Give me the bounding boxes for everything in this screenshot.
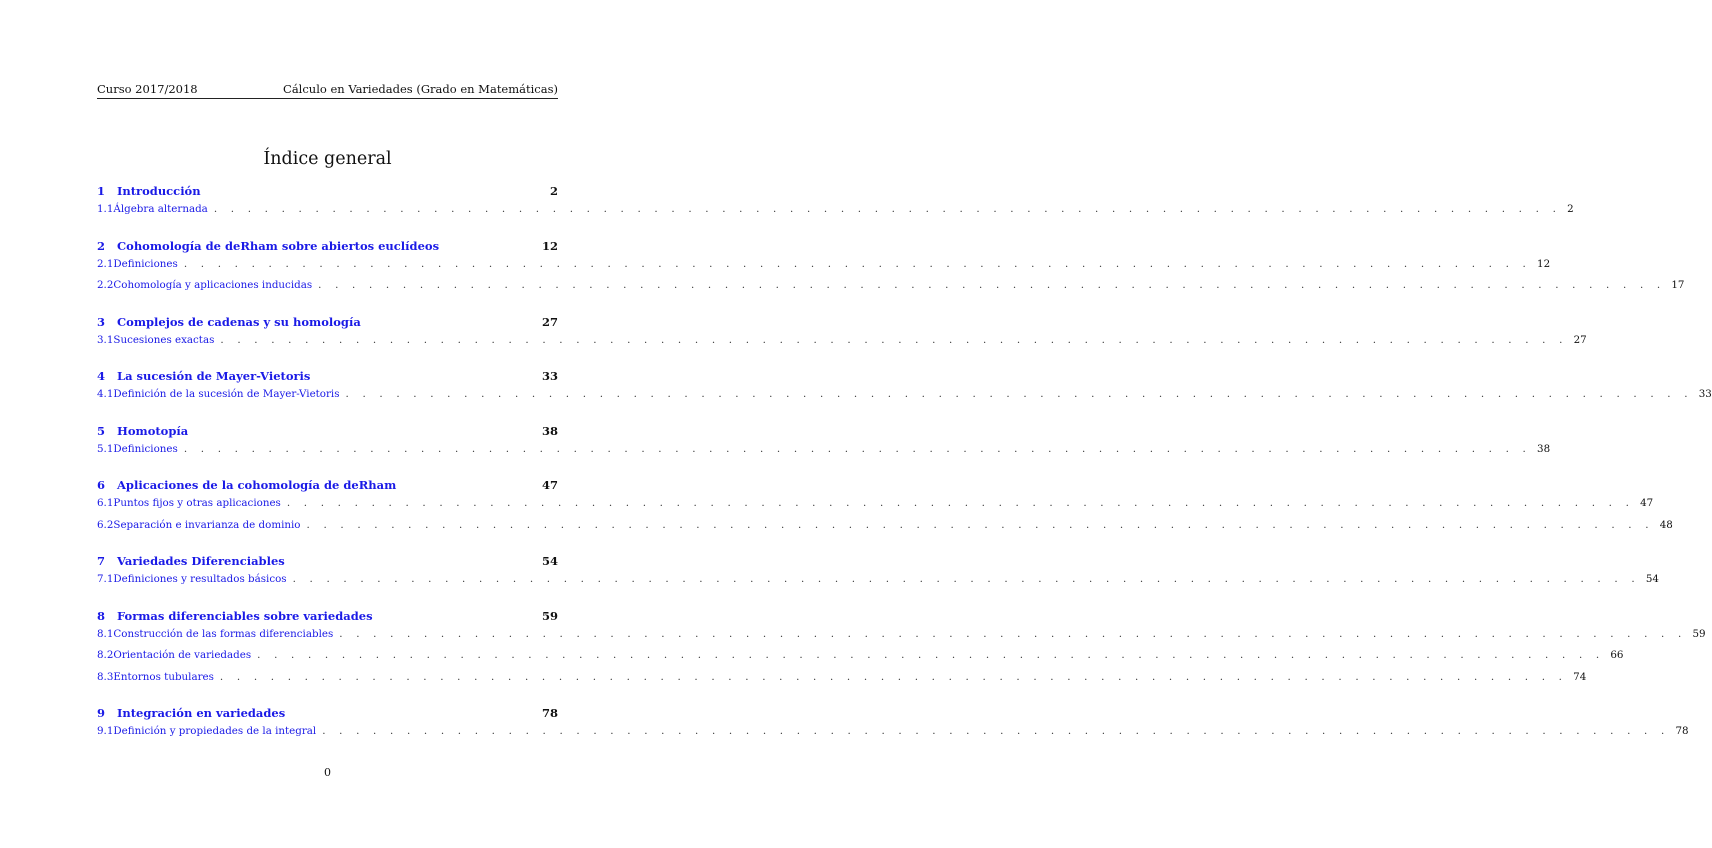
section-number[interactable]: 3.1 [97, 333, 114, 346]
dot-leader: . . . . . . . . . . . . . . . . . . . . . . . . . . . . . . . . . . . . . . . . . . . . . . . . . . . . . . . . . . . . . . . . . . . . . . . . . . . . . . . . [306, 518, 1654, 531]
section-number[interactable]: 8.3 [97, 670, 114, 683]
section-title-link[interactable]: Definiciones y resultados básicos [113, 573, 287, 585]
section-page: 27 [1573, 333, 1587, 346]
table-of-contents [97, 184, 1712, 761]
section-number[interactable]: 8.2 [97, 649, 114, 661]
section-number[interactable]: 8.1 [97, 627, 114, 640]
section-title-link[interactable]: Puntos fijos y otras aplicaciones [113, 497, 281, 509]
dot-leader: . . . . . . . . . . . . . . . . . . . . . . . . . . . . . . . . . . . . . . . . . . . . . . . . . . . . . . . . . . . . . . . . . . . . . . . . . . . . . . . . [220, 333, 1568, 346]
chapter-entry[interactable] [97, 315, 558, 334]
chapter-number: 4 [97, 369, 106, 383]
chapter-number: 5 [97, 423, 106, 438]
section-page: 12 [1537, 257, 1551, 270]
dot-leader: . . . . . . . . . . . . . . . . . . . . . . . . . . . . . . . . . . . . . . . . . . . . . . . . . . . . . . . . . . . . . . . . . . . . . . . . . . . . . . . . [257, 649, 1605, 661]
chapter-page: 27 [541, 314, 558, 329]
chapter-page: 54 [541, 554, 558, 568]
chapter-title-link[interactable]: La sucesión de Mayer-Vietoris [117, 369, 311, 383]
section-entry[interactable] [97, 388, 1712, 410]
page-number: 0 [324, 766, 331, 779]
chapter-entry[interactable] [97, 706, 558, 725]
section-entry[interactable] [97, 257, 1551, 280]
toc-chapter [97, 554, 1659, 595]
dot-leader: . . . . . . . . . . . . . . . . . . . . . . . . . . . . . . . . . . . . . . . . . . . . . . . . . . . . . . . . . . . . . . . . . . . . . . . . . . . . . . . . [219, 670, 1568, 683]
section-title-link[interactable]: Álgebra alternada [113, 203, 208, 215]
chapter-title-link[interactable]: Aplicaciones de la cohomología de deRham [117, 478, 397, 492]
dot-leader: . . . . . . . . . . . . . . . . . . . . . . . . . . . . . . . . . . . . . . . . . . . . . . . . . . . . . . . . . . . . . . . . . . . . . . . . . . . . . . . . [339, 627, 1687, 640]
chapter-entry[interactable] [97, 369, 558, 388]
chapter-page: 78 [541, 706, 558, 720]
section-entry[interactable] [97, 279, 1685, 301]
dot-leader: . . . . . . . . . . . . . . . . . . . . . . . . . . . . . . . . . . . . . . . . . . . . . . . . . . . . . . . . . . . . . . . . . . . . . . . . . . . . . . . . [322, 725, 1670, 737]
section-entry[interactable] [97, 670, 1587, 693]
section-entry[interactable] [97, 649, 1624, 671]
section-title-link[interactable]: Definiciones [113, 257, 178, 270]
chapter-number: 7 [97, 554, 106, 568]
chapter-entry[interactable] [97, 478, 558, 497]
section-entry[interactable] [97, 497, 1654, 519]
dot-leader: . . . . . . . . . . . . . . . . . . . . . . . . . . . . . . . . . . . . . . . . . . . . . . . . . . . . . . . . . . . . . . . . . . . . . . . . . . . . . . . . [286, 497, 1635, 509]
chapter-title-link[interactable]: Homotopía [117, 423, 189, 438]
chapter-entry[interactable] [97, 424, 558, 443]
dot-leader: . . . . . . . . . . . . . . . . . . . . . . . . . . . . . . . . . . . . . . . . . . . . . . . . . . . . . . . . . . . . . . . . . . . . . . . . . . . . . . . . [318, 279, 1666, 291]
course-year: Curso 2017/2018 [97, 82, 198, 96]
toc-chapter [97, 238, 1685, 301]
toc-chapter [97, 184, 1574, 225]
section-page: 78 [1675, 725, 1689, 737]
chapter-title-link[interactable]: Integración en variedades [117, 706, 286, 720]
section-title-link[interactable]: Sucesiones exactas [113, 333, 215, 346]
section-entry[interactable] [97, 518, 1673, 541]
toc-chapter [97, 423, 1551, 465]
section-page: 74 [1573, 670, 1587, 683]
section-entry[interactable] [97, 442, 1551, 465]
section-number[interactable]: 6.1 [97, 497, 114, 509]
dot-leader: . . . . . . . . . . . . . . . . . . . . . . . . . . . . . . . . . . . . . . . . . . . . . . . . . . . . . . . . . . . . . . . . . . . . . . . . . . . . . . . . [345, 388, 1693, 400]
section-page: 17 [1671, 279, 1685, 291]
section-number[interactable]: 2.2 [97, 279, 114, 291]
toc-chapter [97, 706, 1689, 747]
chapter-page: 47 [541, 478, 558, 492]
section-page: 47 [1640, 497, 1654, 509]
section-number[interactable]: 4.1 [97, 388, 114, 400]
section-page: 2 [1567, 203, 1574, 215]
chapter-number: 1 [97, 184, 106, 198]
course-name: Cálculo en Variedades (Grado en Matemáticas) [283, 82, 558, 96]
section-title-link[interactable]: Definición de la sucesión de Mayer-Vietoris [113, 388, 340, 400]
dot-leader: . . . . . . . . . . . . . . . . . . . . . . . . . . . . . . . . . . . . . . . . . . . . . . . . . . . . . . . . . . . . . . . . . . . . . . . . . . . . . . . . [213, 203, 1562, 215]
chapter-title-link[interactable]: Introducción [117, 184, 201, 198]
section-title-link[interactable]: Entornos tubulares [113, 670, 214, 683]
section-number[interactable]: 7.1 [97, 573, 114, 585]
chapter-title-link[interactable]: Complejos de cadenas y su homología [117, 314, 361, 329]
dot-leader: . . . . . . . . . . . . . . . . . . . . . . . . . . . . . . . . . . . . . . . . . . . . . . . . . . . . . . . . . . . . . . . . . . . . . . . . . . . . . . . . [292, 573, 1640, 585]
toc-chapter [97, 314, 1587, 356]
toc-title: Índice general [263, 149, 392, 169]
section-title-link[interactable]: Construcción de las formas diferenciables [113, 627, 334, 640]
section-entry[interactable] [97, 725, 1689, 747]
section-page: 66 [1610, 649, 1624, 661]
section-entry[interactable] [97, 203, 1574, 225]
chapter-number: 6 [97, 478, 106, 492]
toc-chapter [97, 608, 1706, 693]
toc-chapter [97, 478, 1673, 540]
chapter-number: 3 [97, 314, 106, 329]
section-number[interactable]: 6.2 [97, 518, 114, 531]
section-number[interactable]: 5.1 [97, 442, 114, 455]
section-entry[interactable] [97, 573, 1659, 595]
section-title-link[interactable]: Definiciones [113, 442, 178, 455]
section-number[interactable]: 1.1 [97, 203, 114, 215]
chapter-entry[interactable] [97, 184, 558, 203]
section-number[interactable]: 9.1 [97, 725, 114, 737]
chapter-number: 2 [97, 238, 106, 253]
section-title-link[interactable]: Definición y propiedades de la integral [113, 725, 317, 737]
chapter-entry[interactable] [97, 554, 558, 573]
section-page: 38 [1537, 442, 1551, 455]
dot-leader: . . . . . . . . . . . . . . . . . . . . . . . . . . . . . . . . . . . . . . . . . . . . . . . . . . . . . . . . . . . . . . . . . . . . . . . . . . . . . . . . [183, 442, 1532, 455]
section-page: 54 [1645, 573, 1659, 585]
toc-chapter [97, 369, 1712, 410]
section-page: 33 [1698, 388, 1712, 400]
section-entry[interactable] [97, 627, 1706, 650]
chapter-page: 38 [541, 423, 558, 438]
chapter-title-link[interactable]: Variedades Diferenciables [117, 554, 285, 568]
chapter-page: 2 [549, 184, 558, 198]
running-header [97, 82, 558, 99]
chapter-number: 8 [97, 608, 106, 623]
chapter-page: 12 [541, 238, 558, 253]
section-title-link[interactable]: Cohomología y aplicaciones inducidas [113, 279, 313, 291]
section-page: 48 [1659, 518, 1673, 531]
section-page: 59 [1692, 627, 1706, 640]
chapter-title-link[interactable]: Formas diferenciables sobre variedades [117, 608, 373, 623]
section-number[interactable]: 2.1 [97, 257, 114, 270]
dot-leader: . . . . . . . . . . . . . . . . . . . . . . . . . . . . . . . . . . . . . . . . . . . . . . . . . . . . . . . . . . . . . . . . . . . . . . . . . . . . . . . . [183, 257, 1532, 270]
section-entry[interactable] [97, 333, 1587, 356]
chapter-page: 33 [541, 369, 558, 383]
section-title-link[interactable]: Orientación de variedades [113, 649, 252, 661]
section-title-link[interactable]: Separación e invarianza de dominio [113, 518, 301, 531]
chapter-page: 59 [541, 608, 558, 623]
chapter-number: 9 [97, 706, 106, 720]
chapter-entry[interactable] [97, 239, 558, 258]
chapter-entry[interactable] [97, 609, 558, 628]
chapter-title-link[interactable]: Cohomología de deRham sobre abiertos euclídeos [117, 238, 440, 253]
